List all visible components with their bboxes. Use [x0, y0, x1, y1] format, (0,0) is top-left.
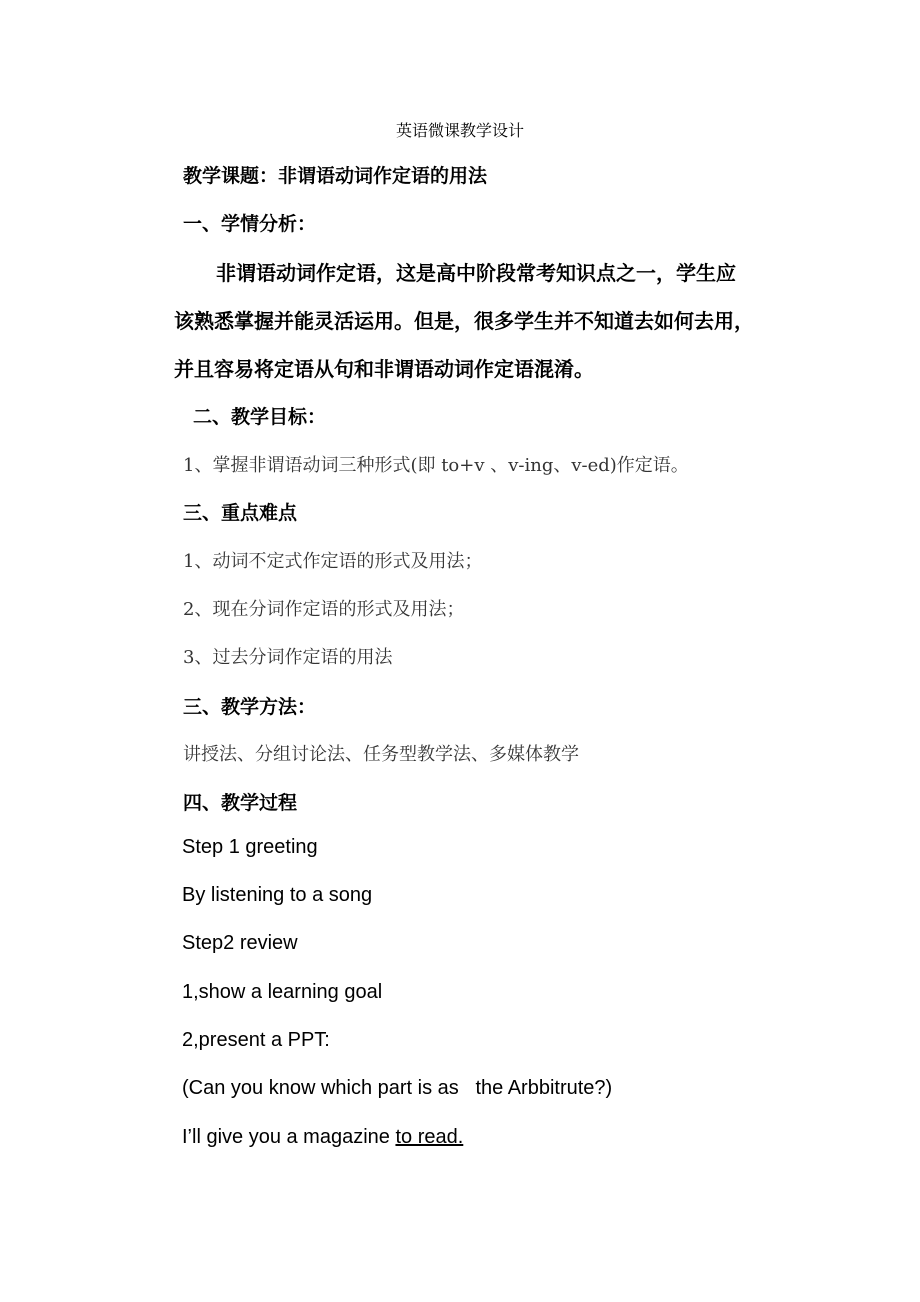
goal-item-1: 1、掌握非谓语动词三种形式(即 to+v 、v-ing、v-ed)作定语。 [183, 455, 689, 476]
analysis-paragraph-line-3: 并且容易将定语从句和非谓语动词作定语混淆。 [174, 357, 594, 381]
analysis-paragraph-line-2: 该熟悉掌握并能灵活运用。但是，很多学生并不知道去如何去用， [174, 309, 754, 333]
process-question: (Can you know which part is as the Arbbitrute?) [182, 1077, 613, 1099]
process-item-2: 2,present a PPT: [182, 1029, 330, 1051]
example-sentence-underlined: to read. [395, 1126, 464, 1148]
analysis-paragraph-line-1: 非谓语动词作定语，这是高中阶段常考知识点之一，学生应 [216, 261, 736, 285]
goals-heading: 二、教学目标： [193, 406, 327, 428]
keypoint-item-3: 3、过去分词作定语的用法 [183, 647, 393, 668]
process-step-1-detail: By listening to a song [182, 884, 373, 906]
process-step-1: Step 1 greeting [182, 836, 318, 858]
methods-text: 讲授法、分组讨论法、任务型教学法、多媒体教学 [183, 744, 579, 765]
example-sentence [182, 1126, 463, 1149]
process-heading: 四、教学过程 [183, 792, 298, 814]
keypoints-heading: 三、重点难点 [183, 502, 298, 524]
keypoint-item-2: 2、现在分词作定语的形式及用法； [183, 599, 465, 620]
process-item-1: 1,show a learning goal [182, 981, 383, 1003]
lesson-topic: 教学课题：非谓语动词作定语的用法 [183, 165, 488, 187]
example-sentence-prefix: I’ll give you a magazine [182, 1126, 396, 1148]
methods-heading: 三、教学方法： [183, 696, 317, 718]
analysis-heading: 一、学情分析： [183, 213, 317, 235]
process-step-2: Step2 review [182, 932, 298, 954]
document-title: 英语微课教学设计 [395, 121, 524, 140]
keypoint-item-1: 1、动词不定式作定语的形式及用法； [183, 551, 483, 572]
